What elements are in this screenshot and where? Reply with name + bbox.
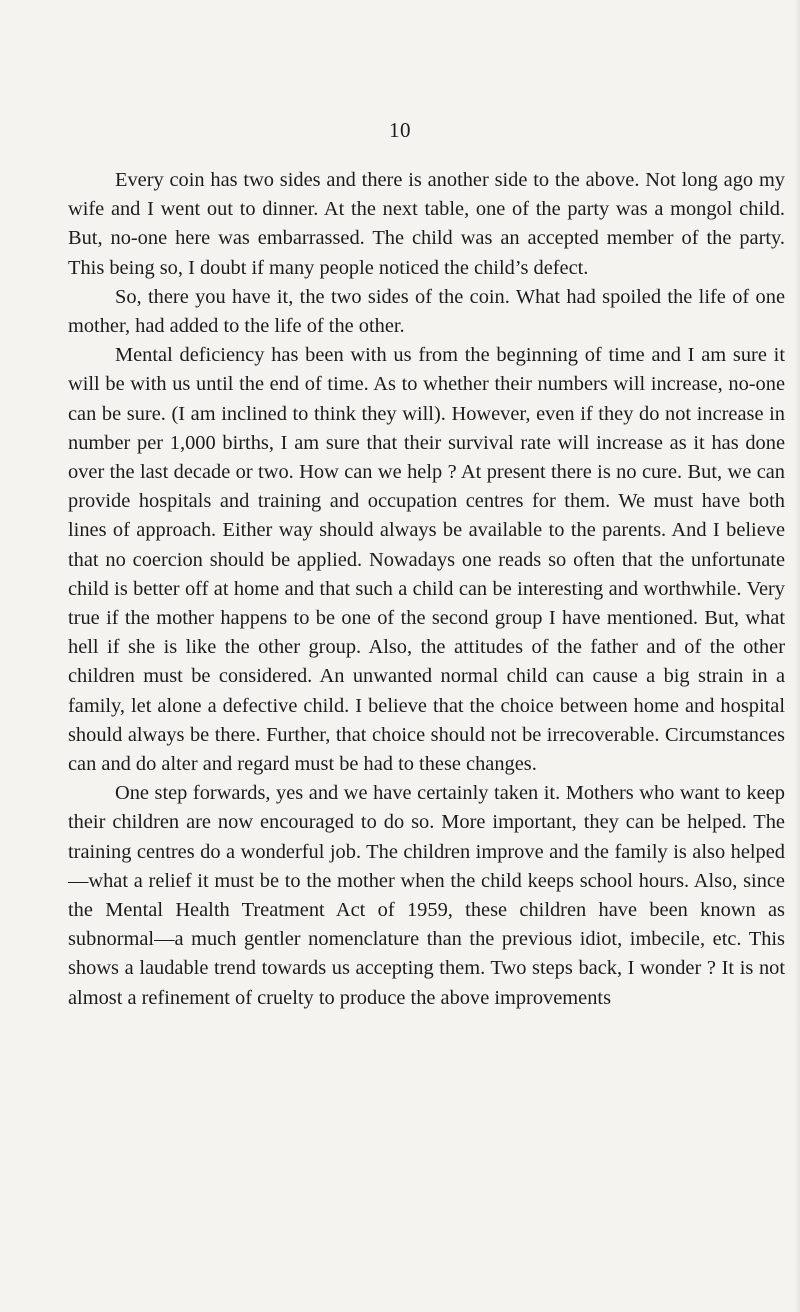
- paragraph-mental-deficiency: Mental deficiency has been with us from the beginning of time and I am sure it will be with us until the end of time. As to whether their numbers will increase, no-one can be sure. (I am inclined to think they will). However, even if they do not increase in number per 1,000 births, I am sure that their survival rate will increase as it has done over the last decade or two. How can we help ? At present there is no cure. But, we can provide hospitals and training and occupation centres for them. We must have both lines of approach. Either way should always be available to the parents. And I believe that no coercion should be applied. Nowadays one reads so often that the unfortunate child is better off at home and that such a child can be interesting and worthwhile. Very true if the mother happens to be one of the second group I have mentioned. But, what hell if she is like the other group. Also, the attitudes of the father and of the other children must be considered. An unwanted normal child can cause a big strain in a family, let alone a defective child. I believe that the choice between home and hospital should always be there. Further, that choice should not be irrecoverable. Circumstances can and do alter and regard must be had to these changes.: [68, 344, 785, 776]
- paragraph-two-sides-summary: So, there you have it, the two sides of the coin. What had spoiled the life of one mother, had added to the life of the other.: [68, 285, 785, 338]
- page-edge-shadow: [794, 0, 800, 1312]
- body-text: [68, 166, 785, 1013]
- paragraph-coin-sides: Every coin has two sides and there is another side to the above. Not long ago my wife and I went out to dinner. At the next table, one of the party was a mongol child. But, no-one here was embarrassed. The child was an accepted member of the party. This being so, I doubt if many people noticed the child’s defect.: [68, 169, 785, 279]
- page-number: 10: [389, 118, 411, 142]
- paragraph-step-forwards: One step forwards, yes and we have certainly taken it. Mothers who want to keep their children are now encouraged to do so. More important, they can be helped. The training centres do a wonderful job. The children improve and the family is also helped—what a relief it must be to the mother when the child keeps school hours. Also, since the Mental Health Treatment Act of 1959, these children have been known as subnormal—a much gentler nomenclature than the previous idiot, imbecile, etc. This shows a laudable trend towards us accepting them. Two steps back, I wonder ? It is not almost a refinement of cruelty to produce the above improvements: [68, 782, 785, 1009]
